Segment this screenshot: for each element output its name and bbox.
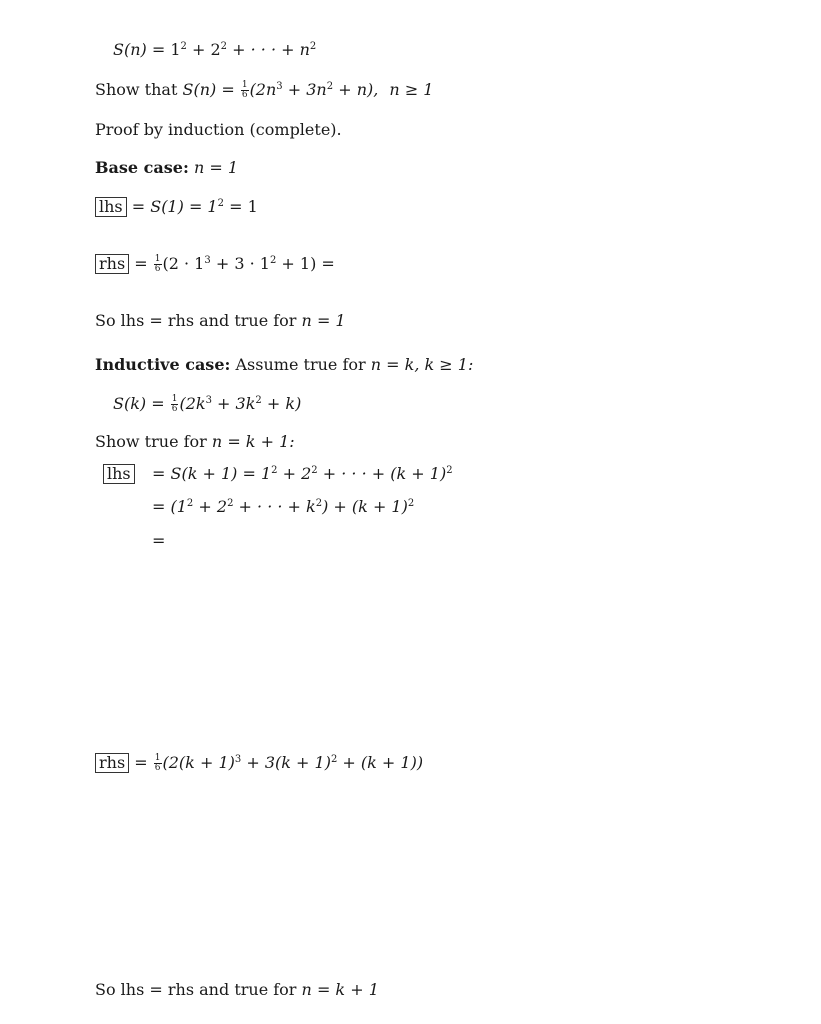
def-rhs-a: = 1	[151, 40, 181, 59]
show-expr-d: + n),	[333, 80, 379, 99]
show-text: Show that	[95, 80, 178, 99]
show-expr-b: (2n	[249, 80, 277, 99]
base-case-heading-line	[95, 158, 238, 178]
inductive-case-heading: Inductive case:	[95, 355, 231, 374]
base-rhs-fraction: $\frac{1}{6}$	[154, 254, 161, 274]
show-condition: n ≥ 1	[389, 80, 434, 99]
base-rhs-expr-b: + 3 · 1	[210, 254, 270, 273]
base-rhs-expr-a: (2 · 1	[162, 254, 205, 273]
base-rhs-line: rhs = $\frac{1}{6}$ $(2 \cdot 1^3 + 3 \cdot 1^2 + 1)$ =	[95, 254, 335, 274]
base-lhs-box: lhs	[95, 197, 127, 217]
show-expr-a: S(n) =	[182, 80, 235, 99]
inductive-case-heading-line	[95, 355, 473, 375]
inductive-step-2: = ($1^2 + 2^2$ + · · · + $k^2) + (k + 1)^2$	[152, 497, 415, 516]
def-exp-2: 2	[220, 41, 228, 52]
inductive-hypothesis: S(k) = $\frac{1}{6}$ $(2k^3 + 3k^2 + k)$	[113, 394, 302, 414]
def-lhs: S(n)	[113, 40, 147, 59]
definition-line	[113, 40, 316, 60]
inductive-rhs-line: rhs = $\frac{1}{6}$ $(2(k + 1)^3 + 3(k + 1)^2 + (k + 1))$	[95, 753, 423, 773]
inductive-lhs-line	[103, 464, 135, 484]
inductive-conclusion: So lhs = rhs and true for n = k + 1	[95, 980, 379, 999]
base-rhs-eq: =	[134, 254, 148, 273]
base-lhs-line: lhs = $S(1) = 1^2 = 1$	[95, 197, 258, 217]
hypothesis-fraction: $\frac{1}{6}$	[171, 394, 178, 414]
proof-intro: Proof by induction (complete).	[95, 120, 342, 139]
inductive-rhs-fraction: $\frac{1}{6}$	[154, 753, 161, 773]
inductive-rhs-box: rhs	[95, 753, 129, 773]
inductive-step-3: =	[152, 531, 166, 550]
base-rhs-expr-c: + 1) =	[276, 254, 335, 273]
def-rhs-b: + 2	[186, 40, 221, 59]
show-expr-c: + 3n	[282, 80, 327, 99]
show-fraction: $\frac{1}{6}$	[241, 80, 248, 100]
show-that-line: Show that S(n) = $\frac{1}{6}$ $(2n^3 + 3n^2 + n)$, n ≥ 1	[95, 80, 434, 100]
inductive-lhs-box: lhs	[103, 464, 135, 484]
base-lhs-expr-a: = S(1) = 1	[131, 197, 218, 216]
assume-text: Assume true for	[235, 355, 366, 374]
base-case-condition: n = 1	[193, 158, 239, 177]
base-rhs-box: rhs	[95, 254, 129, 274]
def-rhs-c: + · · · + n	[227, 40, 310, 59]
assume-condition: n = k, k ≥ 1:	[370, 355, 474, 374]
base-conclusion: So lhs = rhs and true for n = 1	[95, 311, 346, 330]
inductive-step-1: = $S(k + 1) = 1^2 + 2^2$ + · · · + $(k + 1)^2$	[152, 464, 453, 483]
def-exp-1: 2	[180, 41, 187, 52]
def-exp-3: 2	[309, 41, 317, 52]
base-case-heading: Base case:	[95, 158, 189, 177]
show-true-line: Show true for n = k + 1:	[95, 432, 295, 451]
base-lhs-expr-b: = 1	[223, 197, 258, 216]
